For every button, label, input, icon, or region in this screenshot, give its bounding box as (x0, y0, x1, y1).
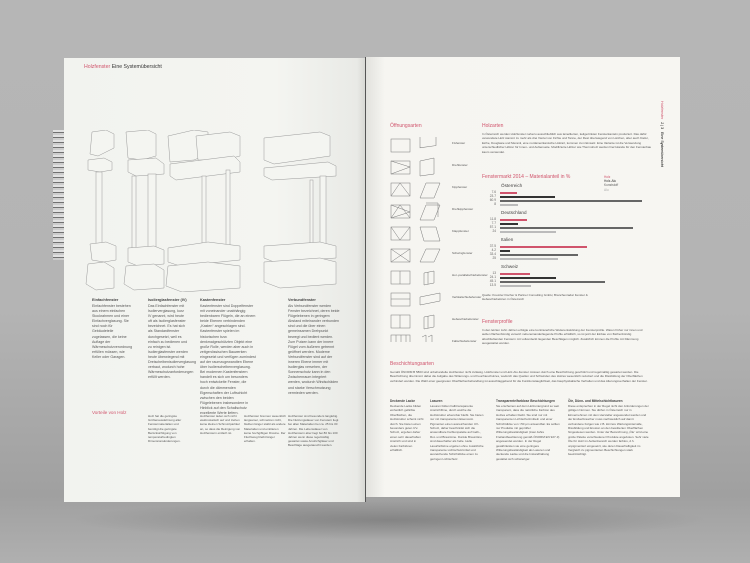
bar-alu (500, 285, 531, 287)
coating-heading: Transparente/farblose Beschichtungen (496, 399, 555, 403)
bar-kunststoff (500, 281, 605, 283)
coating-heading: Öle, Dünn- und Mittelschichtlasuren (568, 399, 623, 403)
window-frame-illustration (84, 130, 354, 292)
page-title (84, 64, 162, 70)
bar-value: 57.1 (489, 225, 496, 229)
opening-type-label: Klappfenster (452, 229, 469, 233)
opening-type-label: Faltschiebefenster (452, 339, 477, 343)
advantages-title: Vorteile von Holz (92, 410, 127, 415)
side-label-accent: Holzfenster (660, 101, 664, 120)
chart-title: Fenstermarkt 2014 – Materialanteil in % (482, 174, 571, 180)
bar-alu (500, 231, 556, 233)
opening-type-label: Hebeschiebefenster (452, 317, 479, 321)
coating-text: Lasuren bilden halbtransparente Anstrichfilme, durch welche die Holzstruktur erkennbar bleibt. Sie bieten nur mit transparenten Eisenoxid-Pigmenten einen ausreichenden UV-Schutz, daher beschränkt sich die anwendbare Farbtonpalette auf Gelb-, Rot- und Brauntöne. Dunkle Brauntöne sind dauerhafter als helle. Helle Lasurfarbtöne ergeben ohne zusätzliche transparente Lichtschutzmittel und ausreichende Schichtdicke einen zu geringen Lichtschutz. (430, 404, 484, 461)
column-heading: Kastenfenster (200, 298, 226, 302)
coating-text: Diese entsprechen in der Regel nicht den Anforderungen der gültigen Normen. Sie dürfen in Österreich nur in Einvernehmen mit dem Hersteller angewendet werden und der Endverbraucher muss nachweislich auf damit verbundene Folgen wie z.B. kürzere Wartungsintervalle, Rissbildung und Erosion an den bewitterten Oberflächen hingewiesen werden. Unter der Bezeichnung „Öle“ wird eine große Palette verschiedener Produkte angeboten. Sehr viele Öle für Holz im Außenbereich werden farblos, d.h. unpigmentiert eingesetzt, wie deren Dauerhaftigkeit im Vergleich zu pigmentierten Beschichtungen stark beeinträchtigt. (568, 404, 649, 457)
bar-holz (500, 192, 517, 194)
opening-type-label: Drehfenster (452, 163, 468, 167)
bar-kunststoff (500, 200, 642, 202)
coating-heading: Lasuren (430, 399, 443, 403)
chart-source: Quelle: Kreutzer Fischer & Partner Consulting GmbH, Branchenradar Fenster & Hebeschiebetüren in Österreich (482, 293, 588, 302)
bar-value: 7.7 (491, 221, 496, 225)
legend-alu: Alu (604, 187, 609, 192)
advantage-item: Holz hat die geringste Größenausdehnung aller Fenstermaterialien und benötigt die geringste Berücksichtigung von temperaturbedingten Dimensionsänderungen. (148, 414, 182, 444)
bar-value: 45.1 (489, 279, 496, 283)
window-profiles-title: Fensterprofile (482, 319, 513, 325)
coatings-title: Beschichtungsarten (390, 361, 434, 367)
opening-type-label: Hor.-parallelschiebefenster (452, 273, 488, 277)
advantage-item: Holzfenster laden sich nicht elektrostatisch auf und ziehen keine kleinen Schmutzpartikel an, so dass die Reinigung von Holzfenstern einfach ist. (200, 414, 241, 435)
chart-category: Italien (501, 237, 514, 242)
coating-heading: Deckende Lacke (390, 399, 415, 403)
bar-holz (500, 246, 587, 248)
bar-value: 60.9 (489, 198, 496, 202)
column-heading: Isolierglasfenster (IV) (148, 298, 187, 302)
opening-types-diagrams (390, 137, 450, 342)
bar-value: 25 (492, 256, 496, 260)
bar-value: 11.8 (490, 217, 496, 221)
right-page (366, 57, 680, 497)
bar-value: 33.4 (489, 252, 496, 256)
back-page-edge (53, 130, 64, 260)
opening-types-title: Öffnungsarten (390, 123, 422, 129)
window-profiles-text: In den letzten zehn Jahren erfolgte eine kontinuierliche Weiterentwicklung der Fensterprofile. Waren früher nur innen und außen flächenbündig versetzt nebeneinanderliegende Profile erhältlich, so ist jetzt der Einbau von flächenbündig abschließenden Fenstern mit vollverdeckt liegenden Beschlägen möglich. Zusätzlich können die Profile mit Dämmung ausgestattet werden. (482, 328, 643, 346)
bar-holz (500, 273, 530, 275)
column-text: Kastenfenster sind Doppelfenster mit voneinander unabhängig bedienbaren Flügeln, die an einem beide Ebenen verbindenden „Kasten“ angeschlagen sind. Kastenfenster spielen im historischen bzw. denkmalgeschützten Objekt eine große Rolle, werden aber auch in zeitgenössischen Bauwerken eingesetzt und verfügen zumindest auf der raumzugewandten Ebene über Isolierscheibenverglasung. Bei modernen Kastenfenstern handelt es sich um besonders hoch entwickelte Fenster, die durch die dämmenden Eigenschaften der Luftschicht zwischen den beiden Flügelebenen insbesondere in Hinblick auf den Schallschutz exzellente Werte liefern. (200, 304, 256, 415)
bar-holz-alu (500, 223, 518, 225)
page-number: 2 | 3 (660, 122, 664, 130)
opening-type-label: Drehkippfenster (452, 207, 474, 211)
wood-types-text: In Österreich werden Holzfenster nahezu ausschließlich aus lamellierten, keilgezinkten Fensterkanteln produziert. Das dafür verwendete Holz stammt zu mehr als drei Viertel von Fichte und Tanne, der Rest überwiegend von Lärchen, aber auch Kiefer, Eiche, Douglasie und Meranti, eine nordamerikanische Holzart, kommen zum Einsatz. Eine Variante ist die Verwendung unterschiedlicher Hölzer für Innen- und Außenseite. Modifizierte Hölzer wie Thermoholz werden hierzulande für den Fensterbau kaum verwendet. (482, 132, 652, 154)
column-text: Einfachfenster bestehen aus einem einfachen Stockrahmen und einer Einfachverglasung. Sie sind noch für Gebäudeteile zugelassen, die keine Auflage der Wärmeschutzverordnung erfüllen müssen, wie Keller oder Garagen. (92, 304, 133, 359)
coating-text: Sie erscheinen auf dem Holzuntergrund so weit transparent, dass die natürliche Farbton des Holzes erhalten bleibt. Sie sind nur mit transparenten Lichtschutzmitteln und einer Schichtdicke von >50 µm anwendbar. Es sollten nur Produkte mit geprüfter Witterungsbeständigkeit (zwei Jahre Freilandbewitterung gemäß ÖNORM EN 927-3) angewendet werden. In der Regel gewährleisten sie eine geringere Witterungsbeständigkeit als Lasuren und deckende Lacke und die Instandhaltung gestaltet sich schwieriger. (496, 404, 560, 461)
side-label-text: Eine Systemübersicht (660, 132, 664, 167)
coatings-intro: Gemäß ÖNORM B 5803 sind unbehandelte Holzfenster nicht zulässig. Holzfenster und Holz-Alu-Fenster müssen durch eine Beschichtung geschützt und regelmäßig gewartet werden. Die Beschichtung übernimmt dabei die Aufgabe des Witterungs- und Feuchteschutzes, wodurch das Quellen und Schwinden des Holzes wesentlich reduziert und die Rissbildung der Oberflächen verhindert werden. Die Wahl einer geeigneten Oberflächenbehandlung ist ausschlaggebend für die Funktionstauglichkeit, das bauphysikalische Verhalten und das Alterungsverhalten der Fenster. (390, 370, 648, 383)
legend-holz-alu: Holz-Alu (604, 179, 617, 184)
side-label (660, 101, 664, 167)
title-text: Eine Systemübersicht (111, 64, 162, 70)
book-spine (365, 57, 366, 502)
column-text: Als Verbundfenster werden Fenster bezeichnet, deren beide Flügelebenen in geringem Abstand miteinander verbunden sind und die über einen gemeinsamen Drehpunkt bewegt und bedient werden. Zum Putzen kann der innere Flügel vom äußeren getrennt geöffnet werden. Moderne Verbundfenster sind auf der inneren Ebene immer mit Isolierglas versehen, der Sonnenschutz kann in den Zwischenraum integriert werden, wodurch Windschäden und starke Verschmutzung vermieden werden. (288, 304, 340, 395)
bar-value: 24 (492, 229, 496, 233)
bar-value: 7.6 (491, 190, 496, 194)
column-heading: Verbundfenster (288, 298, 316, 302)
bar-alu (500, 204, 518, 206)
advantage-item: Holzfenster sind besonders langlebig. Die Nutzungsdauer von Fenstern liegt bei allen Materialien bei ca. 25 bis 30 Jahren. Die Lebensdauer von Holzfenstern aber liegt bei 80 bis 100 Jahren wenn diese regelmäßig gewartet sowie Anstrichgläser und Beschläge ausgetauscht werden. (288, 414, 339, 448)
bar-holz-alu (500, 250, 510, 252)
bar-kunststoff (500, 254, 578, 256)
column-heading: Einfachfenster (92, 298, 119, 302)
bar-value: 8 (494, 202, 496, 206)
legend-kunststoff: Kunststoff (604, 183, 619, 188)
opening-type-label: Vertikalschiebefenster (452, 295, 482, 299)
bar-value: 37.5 (489, 244, 496, 248)
bar-value: 4.2 (491, 248, 496, 252)
opening-type-label: Schwingfenster (452, 251, 473, 255)
wood-types-title: Holzarten (482, 123, 504, 129)
page-shadow (70, 500, 710, 540)
chart-category: Österreich (501, 183, 523, 188)
bar-value: 23.7 (489, 194, 496, 198)
bar-value: 13.5 (489, 283, 496, 287)
opening-type-label: Fixfenster (452, 141, 466, 145)
chart-category: Deutschland (501, 210, 527, 215)
bar-value: 24.1 (489, 275, 496, 279)
column-text: Das Einfachfenster mit Isolierverglasung, kurz IV genannt, wird heute oft als Isolierglasfenster bezeichnet. Es hat sich als Standardfenster durchgesetzt, weil es einfach zu bedienen und zu reinigen ist. Isolierglasfenster werden heute überwiegend mit Dreischeibenisolierverglasung verbaut, wodurch hohe Wärmeschutzanforderungen erfüllt werden. (148, 304, 196, 380)
chart-category: Schweiz (501, 264, 519, 269)
left-page (64, 58, 366, 502)
bar-kunststoff (500, 227, 633, 229)
legend-holz: Holz (604, 175, 611, 179)
title-accent: Holzfenster (84, 64, 111, 70)
advantage-item: Holzfenster brennen wesentlich langsamer, schmelzen nicht, bleiben länger stabil als andere Materialien und emittieren keine hochgiftigen Dioxine. Der Fluchtweg bleibt länger erhalten. (244, 414, 286, 444)
coating-text: Deckende Lacke bilden einheitlich gefärbte Oberflächen, die Holzstruktur scheint nicht durch. Sie bieten einen besonders guten UV-Schutz, ergeben daher einen sehr dauerhaften Anstrich und sind in vielen Farbtönen erhältlich. (390, 404, 424, 453)
bar-holz-alu (500, 277, 556, 279)
bar-value: 13 (492, 271, 496, 275)
chart-legend (604, 175, 618, 192)
bar-holz (500, 219, 527, 221)
opening-type-label: Kippfenster (452, 185, 468, 189)
bar-alu (500, 258, 558, 260)
bar-holz-alu (500, 196, 555, 198)
